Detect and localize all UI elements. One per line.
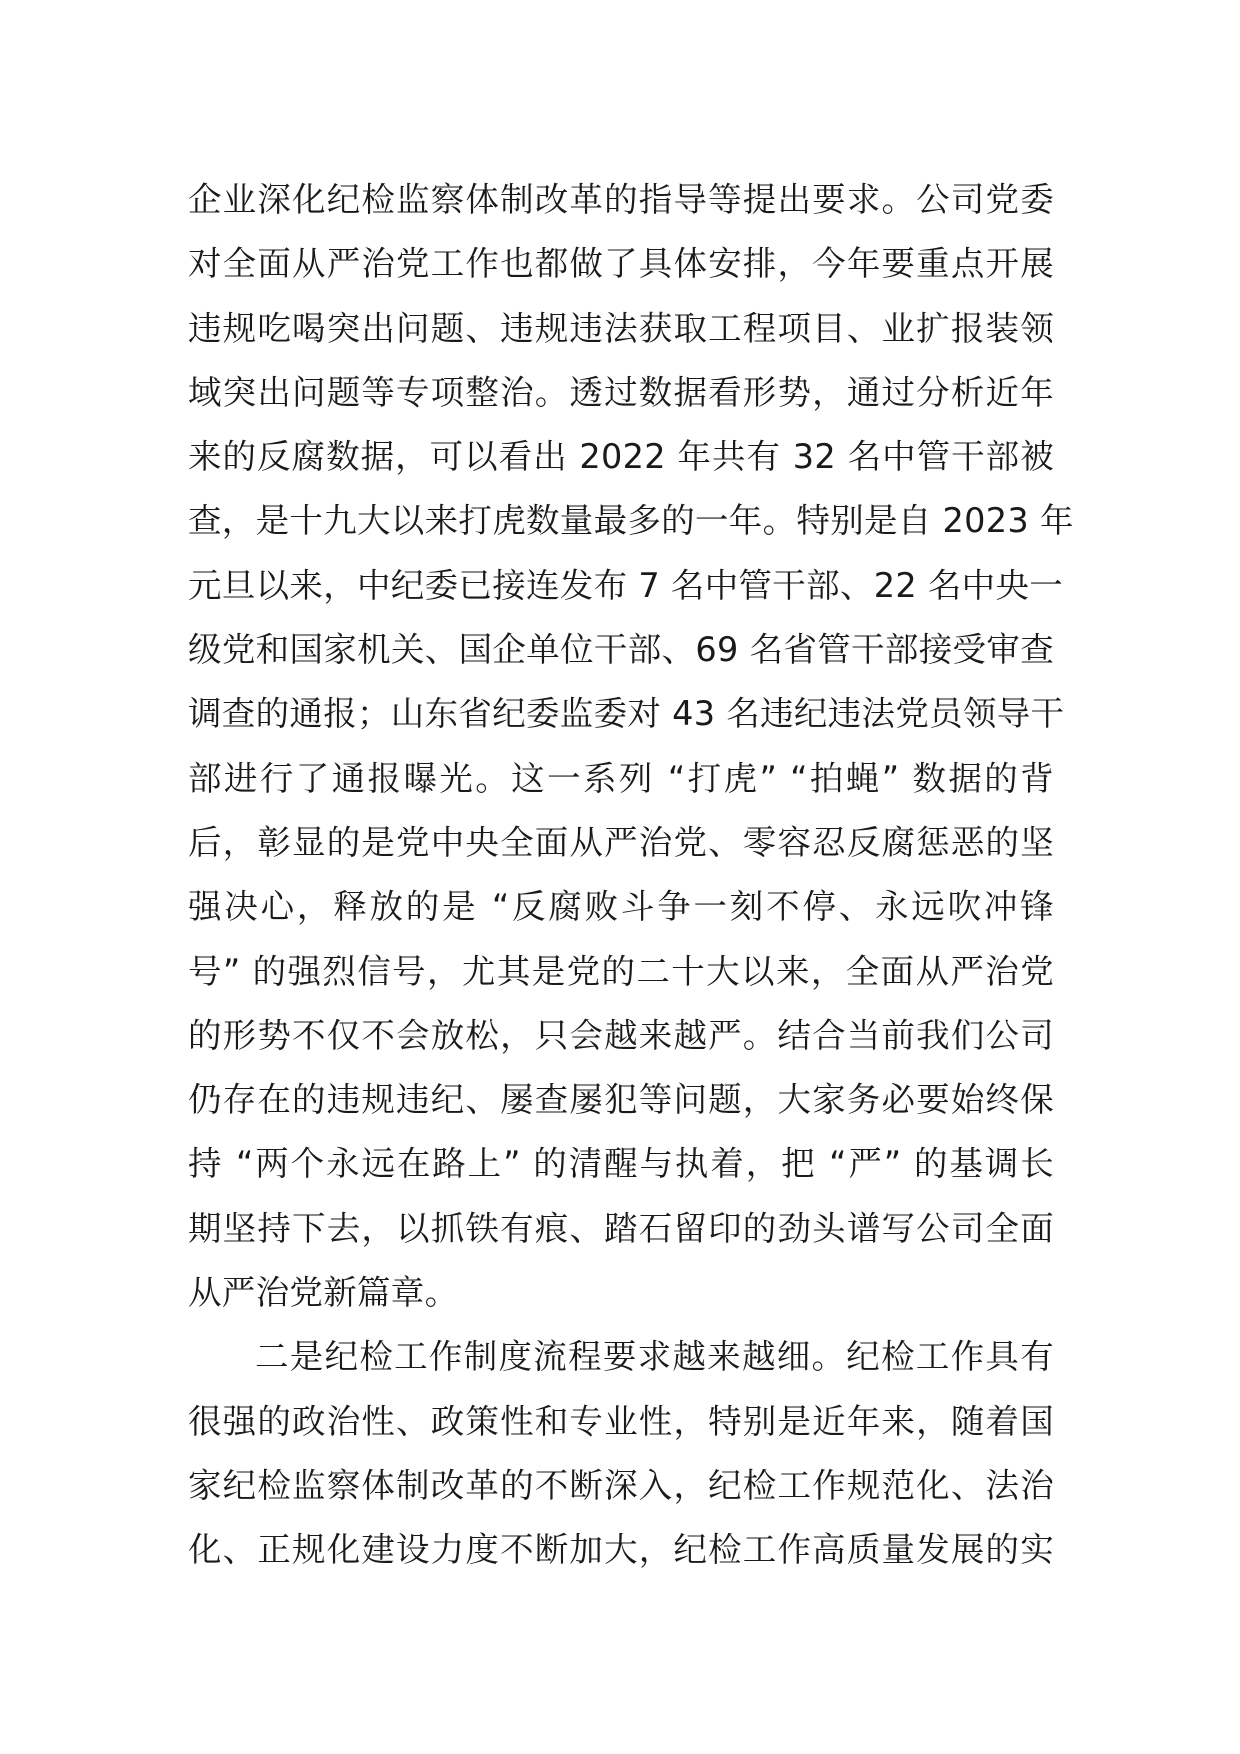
text-line: 元旦以来，中纪委已接连发布 7 名中管干部、22 名中央一 [188, 565, 1064, 605]
text-line: 对全面从严治党工作也都做了具体安排，今年要重点开展 [188, 244, 1054, 284]
text-line: 从严治党新篇章。 [188, 1273, 459, 1313]
text-line: 的形势不仅不会放松，只会越来越严。结合当前我们公司 [188, 1015, 1054, 1055]
text-line: 很强的政治性、政策性和专业性，特别是近年来，随着国 [188, 1401, 1054, 1441]
text-line: 号” 的强烈信号，尤其是党的二十大以来，全面从严治党 [188, 951, 1054, 991]
text-line: 强决心，释放的是 “反腐败斗争一刻不停、永远吹冲锋 [188, 887, 1054, 927]
document-body [188, 168, 1074, 1583]
text-line: 来的反腐数据，可以看出 2022 年共有 32 名中管干部被 [188, 437, 1054, 477]
text-line: 企业深化纪检监察体制改革的指导等提出要求。公司党委 [188, 180, 1054, 219]
text-line: 域突出问题等专项整治。透过数据看形势，通过分析近年 [188, 372, 1054, 412]
text-line: 调查的通报；山东省纪委监委对 43 名违纪违法党员领导干 [188, 694, 1065, 734]
text-line: 二是纪检工作制度流程要求越来越细。纪检工作具有 [255, 1337, 1054, 1377]
text-line: 化、正规化建设力度不断加大，纪检工作高质量发展的实 [188, 1530, 1054, 1570]
paragraph-1 [188, 168, 1074, 1325]
text-line: 持 “两个永远在路上” 的清醒与执着，把 “严” 的基调长 [188, 1144, 1054, 1184]
text-line: 违规吃喝突出问题、违规违法获取工程项目、业扩报装领 [188, 308, 1054, 348]
paragraph-2 [188, 1325, 1054, 1582]
text-line: 家纪检监察体制改革的不断深入，纪检工作规范化、法治 [188, 1465, 1054, 1505]
text-line: 部进行了通报曝光。这一系列 “打虎” “拍蝇” 数据的背 [188, 758, 1054, 798]
text-line: 期坚持下去，以抓铁有痕、踏石留印的劲头谱写公司全面 [188, 1208, 1054, 1248]
text-line: 查，是十九大以来打虎数量最多的一年。特别是自 2023 年 [188, 501, 1074, 541]
text-line: 后，彰显的是党中央全面从严治党、零容忍反腐惩恶的坚 [188, 822, 1054, 862]
text-line: 级党和国家机关、国企单位干部、69 名省管干部接受审查 [188, 630, 1054, 670]
text-line: 仍存在的违规违纪、屡查屡犯等问题，大家务必要始终保 [188, 1080, 1054, 1120]
